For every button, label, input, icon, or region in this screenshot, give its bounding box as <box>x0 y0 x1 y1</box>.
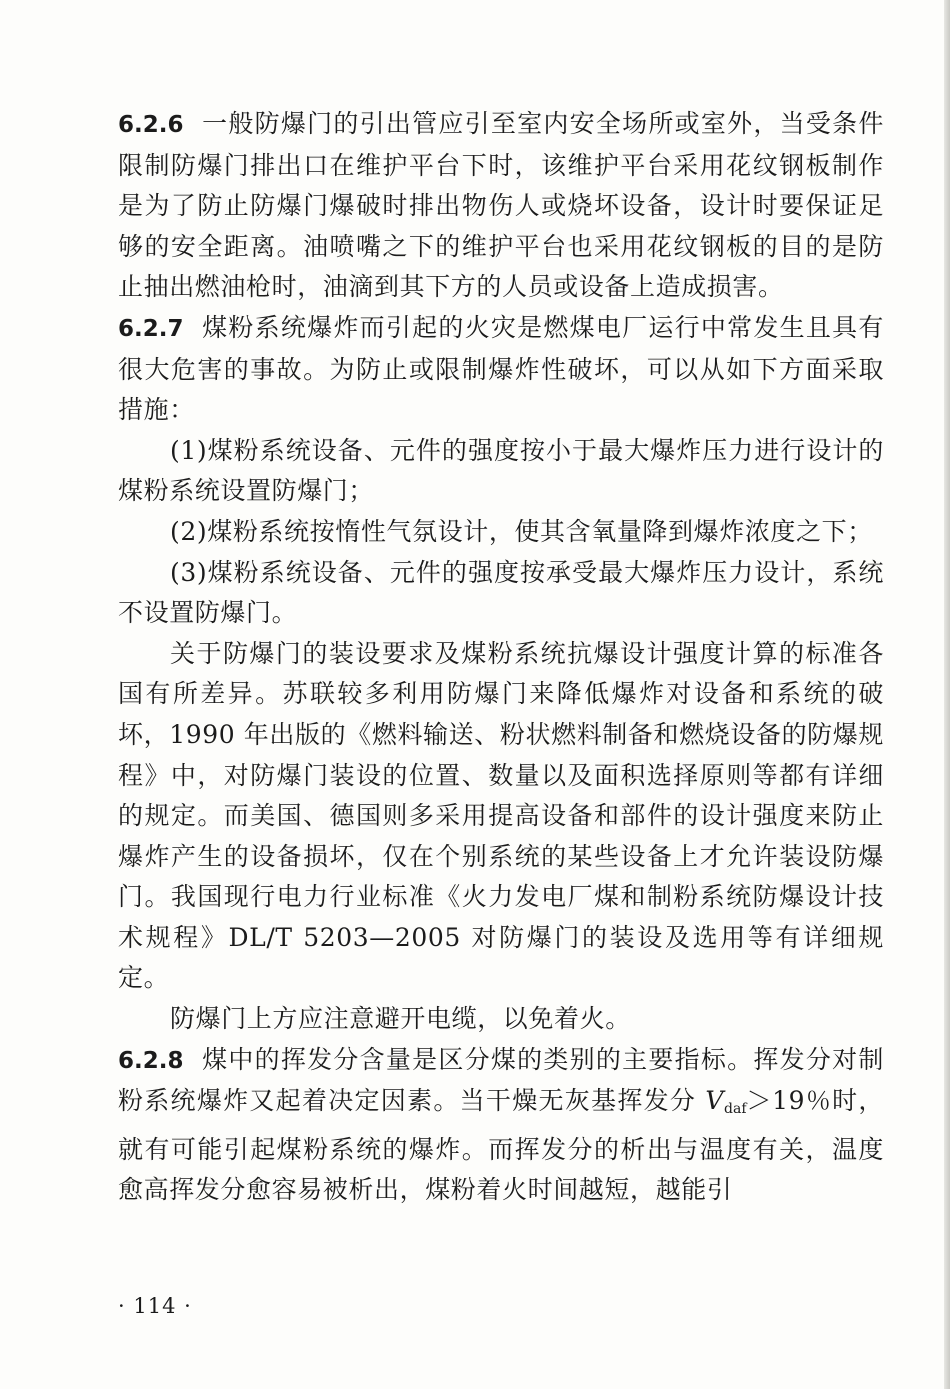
v-symbol: V <box>705 1086 725 1116</box>
section-text: 煤粉系统爆炸而引起的火灾是燃煤电厂运行中常发生且具有很大危害的事故。为防止或限制爆炸性破坏，可以从如下方面采取措施： <box>118 312 884 425</box>
paragraph-standards: 关于防爆门的装设要求及煤粉系统抗爆设计强度计算的标准各国有所差异。苏联较多利用防爆门来降低爆炸对设备和系统的破坏，1990 年出版的《燃料输送、粉状燃料制备和燃烧设备的防爆规程》中，对防爆门装设的位置、数量以及面积选择原则等都有详细的规定。而美国、德国则多采用提高设备和部件的设计强度来防止爆炸产生的设备损坏，仅在个别系统的某些设备上才允许装设防爆门。我国现行电力行业标准《火力发电厂煤和制粉系统防爆设计技术规程》DL/T 5203—2005 对防爆门的装设及选用等有详细规定。 <box>118 638 884 993</box>
section-number: 6.2.7 <box>118 315 184 342</box>
section-number: 6.2.6 <box>118 112 184 138</box>
section-6-2-7 <box>118 308 884 431</box>
section-text: 一般防爆门的引出管应引至室内安全场所或室外，当受条件限制防爆门排出口在维护平台下时，该维护平台采用花纹钢板制作是为了防止防爆门爆破时排出物伤人或烧坏设备，设计时要保证足够的安全距离。油喷嘴之下的维护平台也采用花纹钢板的目的是防止抽出燃油枪时，油滴到其下方的人员或设备上造成损害。 <box>118 109 884 302</box>
section-6-2-6 <box>118 104 884 308</box>
page-body <box>118 104 884 1211</box>
list-item-1: (1)煤粉系统设备、元件的强度按小于最大爆炸压力进行设计的煤粉系统设置防爆门； <box>118 435 884 506</box>
page-number: · 114 · <box>118 1294 192 1318</box>
section-6-2-8 <box>118 1040 884 1211</box>
list-item-3: (3)煤粉系统设备、元件的强度按承受最大爆炸压力设计，系统不设置防爆门。 <box>118 557 884 628</box>
section-number: 6.2.8 <box>118 1047 184 1074</box>
section-text-b: ＞19％时，就有可能引起煤粉系统的爆炸。而挥发分的析出与温度有关，温度愈高挥发分愈容易被析出，煤粉着火时间越短，越能引 <box>118 1086 884 1205</box>
list-item-2: (2)煤粉系统按惰性气氛设计，使其含氧量降到爆炸浓度之下； <box>170 516 873 546</box>
v-subscript: daf <box>724 1101 747 1118</box>
paragraph-cable-note: 防爆门上方应注意避开电缆，以免着火。 <box>170 1004 631 1034</box>
page-edge <box>944 0 950 1389</box>
section-text-a: 煤中的挥发分含量是区分煤的类别的主要指标。挥发分对制粉系统爆炸又起着决定因素。当干燥无灰基挥发分 <box>118 1044 884 1116</box>
